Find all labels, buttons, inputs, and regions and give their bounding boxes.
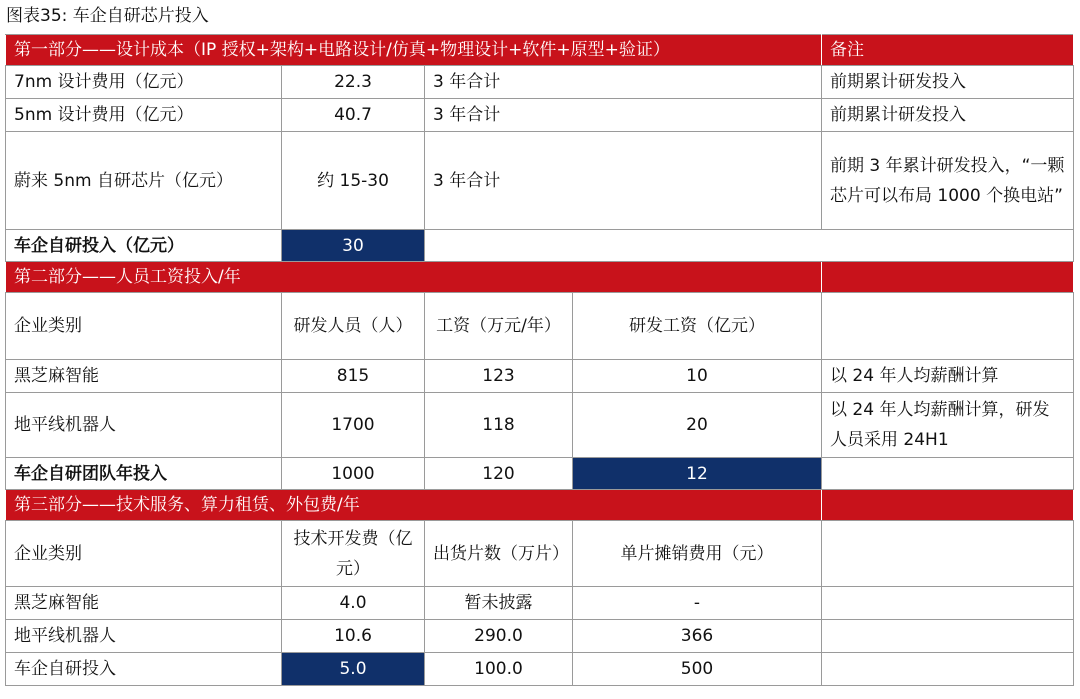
- table-row: [6, 587, 1074, 620]
- total-label: 车企自研投入（亿元）: [6, 230, 282, 262]
- row-note: 前期 3 年累计研发投入，“一颗芯片可以布局 1000 个换电站”: [822, 132, 1074, 230]
- empty-cell: [822, 521, 1074, 587]
- total-highlight-value: 12: [573, 458, 822, 490]
- empty-cell: [425, 230, 1074, 262]
- total-label: 车企自研团队年投入: [6, 458, 282, 490]
- row-value: 118: [425, 393, 573, 458]
- total-value: 1000: [282, 458, 425, 490]
- row-label: 黑芝麻智能: [6, 587, 282, 620]
- row-label: 黑芝麻智能: [6, 360, 282, 393]
- table-row: [6, 620, 1074, 653]
- row-value: 40.7: [282, 99, 425, 132]
- table-row: [6, 66, 1074, 99]
- row-value: -: [573, 587, 822, 620]
- row-label: 蔚来 5nm 自研芯片（亿元）: [6, 132, 282, 230]
- row-value: 366: [573, 620, 822, 653]
- row-value: 约 15-30: [282, 132, 425, 230]
- section-2-title: 第二部分——人员工资投入/年: [6, 262, 822, 293]
- row-value: 暂未披露: [425, 587, 573, 620]
- row-note: 前期累计研发投入: [822, 66, 1074, 99]
- notes-header: 备注: [822, 35, 1074, 66]
- row-note: 前期累计研发投入: [822, 99, 1074, 132]
- row-value: 20: [573, 393, 822, 458]
- row-value: 4.0: [282, 587, 425, 620]
- row-note: 以 24 年人均薪酬计算，研发人员采用 24H1: [822, 393, 1074, 458]
- row-period: 3 年合计: [425, 132, 822, 230]
- row-value: 290.0: [425, 620, 573, 653]
- total-value: 120: [425, 458, 573, 490]
- total-value: 100.0: [425, 653, 573, 686]
- row-period: 3 年合计: [425, 99, 822, 132]
- col-header: 单片摊销费用（元）: [573, 521, 822, 587]
- table-row: [6, 393, 1074, 458]
- total-value: 500: [573, 653, 822, 686]
- row-note: 以 24 年人均薪酬计算: [822, 360, 1074, 393]
- row-value: 815: [282, 360, 425, 393]
- section-1-title: 第一部分——设计成本（IP 授权+架构+电路设计/仿真+物理设计+软件+原型+验证）: [6, 35, 822, 66]
- col-header: 出货片数（万片）: [425, 521, 573, 587]
- total-value: 30: [282, 230, 425, 262]
- total-row: [6, 458, 1074, 490]
- total-row: [6, 230, 1074, 262]
- total-row: [6, 653, 1074, 686]
- row-label: 地平线机器人: [6, 620, 282, 653]
- row-period: 3 年合计: [425, 66, 822, 99]
- empty-cell: [822, 262, 1074, 293]
- total-highlight-value: 5.0: [282, 653, 425, 686]
- table-row: [6, 360, 1074, 393]
- section-2-header: [6, 262, 1074, 293]
- section-1-header: [6, 35, 1074, 66]
- empty-cell: [822, 620, 1074, 653]
- col-header: 研发工资（亿元）: [573, 293, 822, 360]
- table-row: [6, 132, 1074, 230]
- row-value: 10.6: [282, 620, 425, 653]
- empty-cell: [822, 653, 1074, 686]
- row-value: 1700: [282, 393, 425, 458]
- empty-cell: [822, 293, 1074, 360]
- row-label: 5nm 设计费用（亿元）: [6, 99, 282, 132]
- column-header-row: [6, 521, 1074, 587]
- col-header: 工资（万元/年）: [425, 293, 573, 360]
- section-3-title: 第三部分——技术服务、算力租赁、外包费/年: [6, 490, 822, 521]
- row-value: 123: [425, 360, 573, 393]
- col-header: 技术开发费（亿元）: [282, 521, 425, 587]
- col-header: 企业类别: [6, 293, 282, 360]
- col-header: 研发人员（人）: [282, 293, 425, 360]
- section-3-header: [6, 490, 1074, 521]
- row-label: 7nm 设计费用（亿元）: [6, 66, 282, 99]
- row-value: 10: [573, 360, 822, 393]
- empty-cell: [822, 587, 1074, 620]
- col-header: 企业类别: [6, 521, 282, 587]
- table-row: [6, 99, 1074, 132]
- row-value: 22.3: [282, 66, 425, 99]
- figure-title: 图表35: 车企自研芯片投入: [6, 6, 209, 26]
- chip-investment-table: [5, 34, 1074, 686]
- total-label: 车企自研投入: [6, 653, 282, 686]
- row-label: 地平线机器人: [6, 393, 282, 458]
- empty-cell: [822, 458, 1074, 490]
- empty-cell: [822, 490, 1074, 521]
- column-header-row: [6, 293, 1074, 360]
